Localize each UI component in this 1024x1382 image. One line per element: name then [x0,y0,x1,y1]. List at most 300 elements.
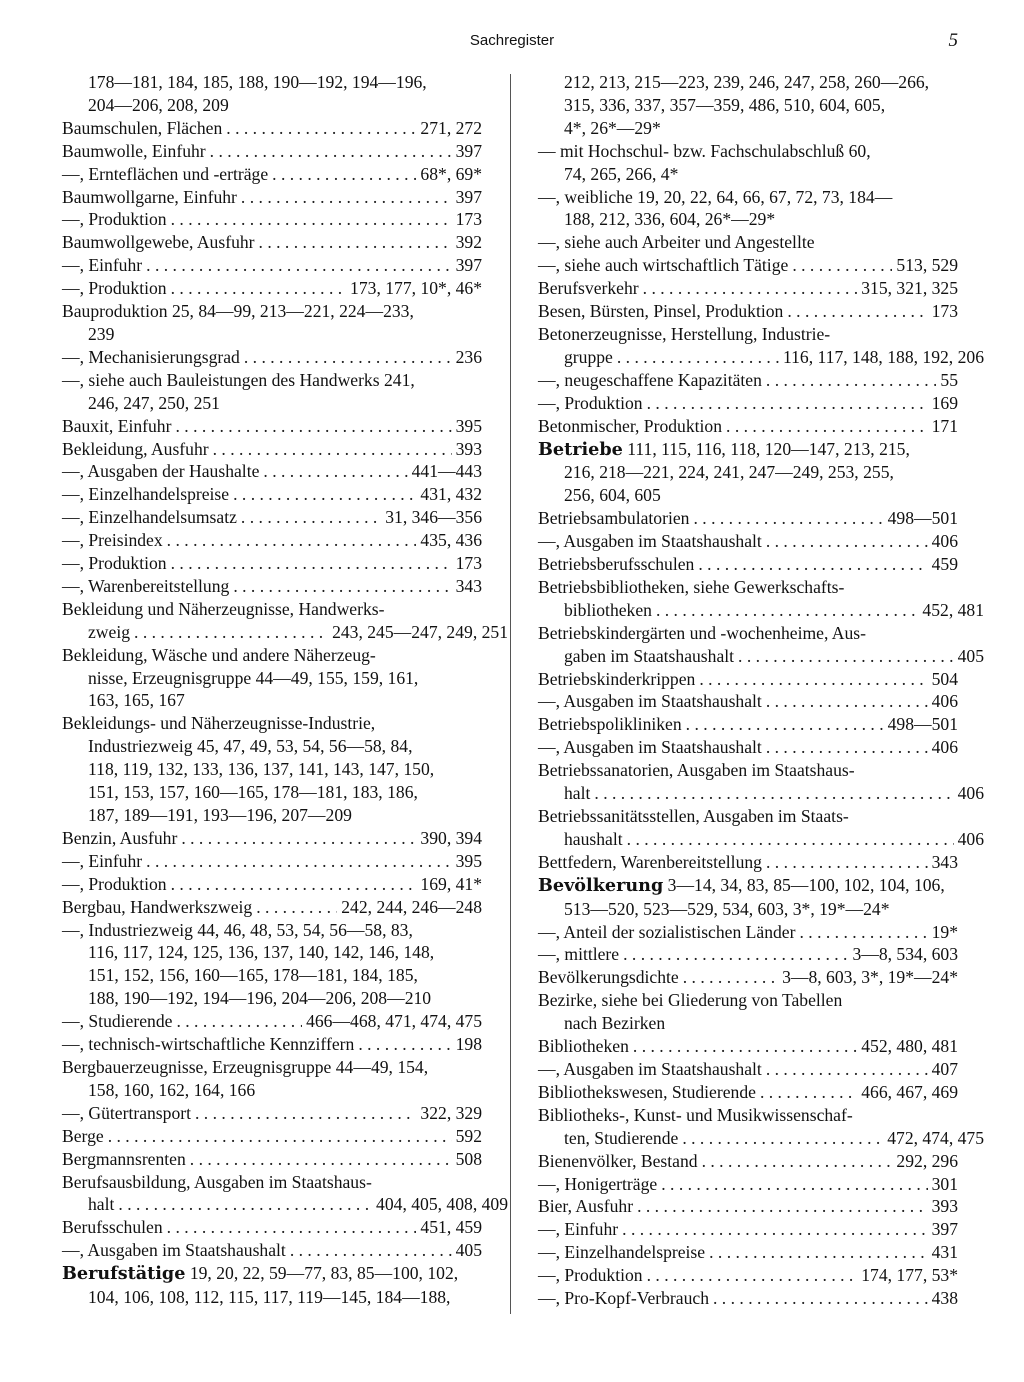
entry-term: —, Produktion [538,1265,643,1286]
leader-dots [633,1035,857,1058]
index-entry [62,1262,482,1286]
page-refs: 466, 467, 469 [861,1081,958,1102]
index-entry: Bibliotheks-, Kunst- und Musikwissenschaf- [538,1104,853,1125]
entry-term: gaben im Staatshaushalt [564,645,735,666]
leader-dots [760,1081,857,1104]
index-entry [538,828,984,851]
page-refs: 406 [957,783,984,804]
index-entry: —, siehe auch Bauleistungen des Handwerks 241, [62,369,415,390]
entry-term: Bergmannsrenten [62,1148,186,1169]
index-entry [62,552,482,575]
index-entry [538,736,958,759]
index-entry: — mit Hochschul- bzw. Fachschulabschluß 60, [538,140,871,161]
page-refs: 198 [455,1034,482,1055]
page-number: 5 [948,30,958,51]
entry-term: —, Einfuhr [62,850,143,871]
leader-dots [627,828,954,851]
index-entry: Berufsausbildung, Ausgaben im Staatshaus- [62,1171,372,1192]
leader-dots [661,1173,927,1196]
leader-dots [171,552,452,575]
page-refs: 395 [455,850,482,871]
index-entry: Betriebskindergärten und -wochenheime, Aus- [538,622,867,643]
page-refs: 116, 117, 148, 188, 192, 206 [782,346,984,367]
page-refs: 171 [931,415,958,436]
page-refs: 19* [931,921,958,942]
entry-term: gruppe [564,346,613,367]
page-refs: 169 [931,392,958,413]
index-entry [538,851,958,874]
entry-term: Baumwollgewebe, Ausfuhr [62,232,255,253]
entry-term: Bettfedern, Warenbereitstellung [538,851,762,872]
entry-term: —, neugeschaffene Kapazitäten [538,369,762,390]
page-refs: 406 [931,691,958,712]
page-refs: 407 [931,1058,958,1079]
index-entry [538,1287,958,1310]
page-refs: 397 [931,1219,958,1240]
entry-term: Betriebspolikliniken [538,714,682,735]
entry-term: —, Ausgaben im Staatshaushalt [538,1058,762,1079]
leader-dots [699,668,927,691]
leader-dots [146,254,451,277]
leader-dots [256,896,337,919]
entry-term: —, Ausgaben im Staatshaushalt [538,737,762,758]
leader-dots [698,553,927,576]
leader-dots [766,851,928,874]
entry-term: Bibliothekswesen, Studierende [538,1081,756,1102]
page-refs: 438 [931,1288,958,1309]
index-entry [62,529,482,552]
entry-term: Betriebsberufsschulen [538,554,695,575]
entry-continuation: 216, 218—221, 224, 241, 247—249, 253, 255, [564,462,894,483]
page-refs: 393 [455,438,482,459]
index-entry [62,163,482,186]
page-refs: 504 [931,668,958,689]
entry-term: Bauxit, Einfuhr [62,415,172,436]
entry-term: —, Einfuhr [538,1219,619,1240]
page-refs: 343 [455,575,482,596]
entry-term: —, Produktion [62,209,167,230]
entry-continuation: nach Bezirken [564,1013,666,1034]
page-refs: 498—501 [887,714,958,735]
leader-dots [617,346,779,369]
index-entry [62,1125,482,1148]
entry-term: Betriebsambulatorien [538,508,690,529]
page-refs: 441—443 [411,461,482,482]
index-entry [62,1216,482,1239]
entry-term: —, Produktion [62,553,167,574]
index-entry [538,782,984,805]
page-refs: 466—468, 471, 474, 475 [306,1011,482,1032]
entry-continuation: 239 [88,323,115,344]
entry-continuation: 513—520, 523—529, 534, 603, 3*, 19*—24* [564,898,890,919]
leader-dots [358,1033,451,1056]
leader-dots [766,530,928,553]
entry-term: halt [88,1194,115,1215]
leader-dots [709,1241,928,1264]
entry-term: —, Pro-Kopf-Verbrauch [538,1288,709,1309]
leader-dots [134,621,328,644]
index-entry [62,346,482,369]
leader-dots [726,415,928,438]
index-entry [538,921,958,944]
page-refs: 3—14, 34, 83, 85—100, 102, 104, 106, [663,874,945,895]
page-refs: 315, 321, 325 [861,278,958,299]
page-refs: 173, 177, 10*, 46* [350,278,482,299]
leader-dots [118,1193,372,1216]
index-entry [62,208,482,231]
page-refs: 19, 20, 22, 59—77, 83, 85—100, 102, [185,1263,459,1284]
entry-term: —, Anteil der sozialistischen Länder [538,921,796,942]
entry-continuation: 204—206, 208, 209 [88,94,229,115]
leader-dots [146,850,451,873]
entry-continuation: 116, 117, 124, 125, 136, 137, 140, 142, 146, 148, [88,942,435,963]
index-entry [538,300,958,323]
entry-term: Berufsverkehr [538,278,639,299]
index-entry [62,140,482,163]
leader-dots [766,690,928,713]
page-header [0,32,1024,56]
entry-term: zweig [88,621,131,642]
leader-dots [693,507,883,530]
entry-term: —, Mechanisierungsgrad [62,346,240,367]
index-entry [538,254,958,277]
page-refs: 405 [455,1240,482,1261]
page-refs: 498—501 [887,508,958,529]
index-entry: Betriebssanatorien, Ausgaben im Staatshaus- [538,760,855,781]
index-entry [538,1058,958,1081]
index-entry: Bauproduktion 25, 84—99, 213—221, 224—233, [62,301,414,322]
entry-continuation: 315, 336, 337, 357—359, 486, 510, 604, 605, [564,94,886,115]
entry-term: —, Einzelhandelspreise [62,484,230,505]
entry-continuation: Industriezweig 45, 47, 49, 53, 54, 56—58, 84, [88,736,413,757]
index-entry: Bekleidung, Wäsche und andere Näherzeug- [62,644,376,665]
page-refs: 405 [957,645,984,666]
leader-dots [787,300,927,323]
entry-continuation: 212, 213, 215—223, 239, 246, 247, 258, 260—266, [564,72,930,92]
index-entry [538,530,958,553]
leader-dots [683,966,778,989]
entry-term-bold: Berufstätige [62,1263,186,1285]
page-refs: 397 [455,255,482,276]
page-refs: 459 [931,554,958,575]
index-column-left [62,71,508,1309]
index-entry: Bergbauerzeugnisse, Erzeugnisgruppe 44—49, 154, [62,1056,429,1077]
index-entry [62,460,482,483]
index-entry [62,827,482,850]
index-entry [62,415,482,438]
page-refs: 452, 481 [922,599,984,620]
leader-dots [190,1148,452,1171]
page-refs: 397 [455,186,482,207]
leader-dots [241,186,452,209]
page-refs: 393 [931,1196,958,1217]
index-entry [538,438,958,462]
entry-term: —, Honigerträge [538,1173,658,1194]
index-entry [538,415,958,438]
entry-term: —, Preisindex [62,530,163,551]
index-entry [62,483,482,506]
leader-dots [167,529,417,552]
entry-term: —, Ausgaben im Staatshaushalt [62,1240,286,1261]
entry-term: Betriebskinderkrippen [538,668,696,689]
leader-dots [233,575,451,598]
leader-dots [656,599,918,622]
page-refs: 452, 480, 481 [861,1036,958,1057]
running-head: Sachregister [469,32,555,49]
entry-term: —, Produktion [62,278,167,299]
index-entry [62,117,482,140]
entry-term: Bienenvölker, Bestand [538,1150,698,1171]
page-refs: 431, 432 [420,484,482,505]
leader-dots [181,827,416,850]
page-refs: 322, 329 [420,1102,482,1123]
page-refs: 406 [957,828,984,849]
index-entry [538,1195,958,1218]
column-divider [510,74,511,1314]
index-entry [62,1010,482,1033]
entry-continuation: nisse, Erzeugnisgruppe 44—49, 155, 159, 161, [88,667,419,688]
page-refs: 3—8, 534, 603 [852,944,958,965]
entry-continuation: 246, 247, 250, 251 [88,392,220,413]
index-entry [538,599,984,622]
index-entry [538,1173,958,1196]
page-refs: 111, 115, 116, 118, 120—147, 213, 215, [622,438,910,459]
index-entry: —, Industriezweig 44, 46, 48, 53, 54, 56—58, 83, [62,919,413,940]
page-refs: 592 [455,1125,482,1146]
entry-continuation: 151, 152, 156, 160—165, 178—181, 184, 185, [88,965,418,986]
index-entry: —, weibliche 19, 20, 22, 64, 66, 67, 72, 73, 184— [538,186,893,207]
index-entry: Bezirke, siehe bei Gliederung von Tabellen [538,990,843,1011]
page-refs: 271, 272 [420,117,482,138]
index-entry [62,506,482,529]
entry-term: —, Warenbereitstellung [62,575,230,596]
entry-term: —, Gütertransport [62,1102,191,1123]
entry-term: —, Ausgaben im Staatshaushalt [538,691,762,712]
index-entry [62,850,482,873]
entry-term: ten, Studierende [564,1127,679,1148]
index-entry: Bekleidung und Näherzeugnisse, Handwerks- [62,598,385,619]
index-entry [538,1035,958,1058]
index-entry [538,369,958,392]
page-refs: 508 [455,1148,482,1169]
index-entry [538,1150,958,1173]
page-refs: 406 [931,531,958,552]
index-entry [538,1264,958,1287]
index-entry [538,645,984,668]
index-entry [62,277,482,300]
leader-dots [686,713,884,736]
page-refs: 472, 474, 475 [887,1127,984,1148]
entry-term: halt [564,783,591,804]
page-refs: 31, 346—356 [385,507,482,528]
index-entry [538,1127,984,1150]
entry-term: Bergbau, Handwerkszweig [62,896,253,917]
entry-continuation: 118, 119, 132, 133, 136, 137, 141, 143, 147, 150, [88,759,435,780]
entry-term: —, Ausgaben der Haushalte [62,461,260,482]
leader-dots [766,369,937,392]
page-refs: 406 [931,737,958,758]
page-refs: 173 [931,301,958,322]
entry-term-bold: Bevölkerung [538,874,664,896]
leader-dots [682,1127,883,1150]
leader-dots [241,506,381,529]
entry-term: —, siehe auch wirtschaftlich Tätige [538,255,789,276]
entry-term: Berge [62,1125,104,1146]
leader-dots [175,415,451,438]
leader-dots [176,1010,302,1033]
page-refs: 55 [940,369,958,390]
index-entry [538,943,958,966]
leader-dots [799,921,927,944]
leader-dots [108,1125,452,1148]
entry-term: Berufsschulen [62,1217,163,1238]
index-entry: —, siehe auch Arbeiter und Angestellte [538,232,815,253]
page-refs: 243, 245—247, 249, 251 [332,621,508,642]
index-entry [538,507,958,530]
leader-dots [272,163,416,186]
page-refs: 169, 41* [420,873,482,894]
entry-term: Bibliotheken [538,1036,629,1057]
entry-continuation: 256, 604, 605 [564,485,661,506]
page-refs: 390, 394 [420,827,482,848]
leader-dots [210,140,452,163]
index-entry [538,713,958,736]
entry-term: Baumwolle, Einfuhr [62,140,206,161]
index-entry [62,621,508,644]
index-entry: Betonerzeugnisse, Herstellung, Industrie- [538,323,831,344]
index-entry [62,1033,482,1056]
entry-continuation: 188, 212, 336, 604, 26*—29* [564,209,776,230]
index-entry [62,1102,482,1125]
entry-term: Baumschulen, Flächen [62,117,223,138]
page-refs: 513, 529 [896,255,958,276]
entry-continuation: 187, 189—191, 193—196, 207—209 [88,805,352,825]
leader-dots [290,1239,452,1262]
index-entry [62,575,482,598]
index-entry [538,277,958,300]
entry-term: bibliotheken [564,599,652,620]
index-entry: Betriebssanitätsstellen, Ausgaben im Staats- [538,806,849,826]
leader-dots [792,254,892,277]
page-refs: 292, 296 [896,1150,958,1171]
entry-term: Baumwollgarne, Einfuhr [62,186,237,207]
page-refs: 3—8, 603, 3*, 19*—24* [782,967,958,988]
entry-continuation: 163, 165, 167 [88,690,185,711]
leader-dots [195,1102,416,1125]
index-entry [538,668,958,691]
entry-term: Betonmischer, Produktion [538,415,723,436]
index-entry [538,1081,958,1104]
entry-continuation: 178—181, 184, 185, 188, 190—192, 194—196, [88,72,427,92]
leader-dots [233,483,416,506]
leader-dots [738,645,954,668]
leader-dots [702,1150,893,1173]
entry-continuation: 151, 153, 157, 160—165, 178—181, 183, 186, [88,782,418,803]
index-entry [538,1241,958,1264]
entry-term: —, Einfuhr [62,255,143,276]
index-entry [62,254,482,277]
entry-continuation: 104, 106, 108, 112, 115, 117, 119—145, 184—188, [88,1287,451,1308]
leader-dots [171,277,346,300]
entry-term: —, technisch-wirtschaftliche Kennziffern [62,1034,355,1055]
index-entry: Bekleidungs- und Näherzeugnisse-Industrie, [62,713,376,734]
entry-term: —, Studierende [62,1011,173,1032]
page-refs: 343 [931,851,958,872]
index-entry [62,1193,508,1216]
leader-dots [623,943,848,966]
index-entry [538,690,958,713]
page-refs: 301 [931,1173,958,1194]
leader-dots [171,873,417,896]
leader-dots [766,1058,928,1081]
entry-continuation: 74, 265, 266, 4* [564,163,679,184]
page-refs: 404, 405, 408, 409 [376,1194,508,1215]
entry-term: Bevölkerungsdichte [538,967,679,988]
leader-dots [594,782,953,805]
entry-term: Besen, Bürsten, Pinsel, Produktion [538,301,784,322]
page-refs: 451, 459 [420,1217,482,1238]
leader-dots [171,208,452,231]
entry-continuation: 188, 190—192, 194—196, 204—206, 208—210 [88,988,432,1009]
index-entry [538,1218,958,1241]
index-entry [538,553,958,576]
page-refs: 435, 436 [420,530,482,551]
entry-term: —, Ernteflächen und -erträge [62,163,269,184]
entry-term: —, Einzelhandelspreise [538,1242,706,1263]
page-refs: 174, 177, 53* [861,1265,958,1286]
leader-dots [263,460,407,483]
page-refs: 392 [455,232,482,253]
index-entry [62,1148,482,1171]
leader-dots [637,1195,928,1218]
leader-dots [213,438,452,461]
index-entry: Betriebsbibliotheken, siehe Gewerkschafts- [538,576,845,597]
entry-term: Bekleidung, Ausfuhr [62,438,209,459]
page-refs: 173 [455,553,482,574]
leader-dots [167,1216,417,1239]
entry-term: —, Produktion [62,873,167,894]
leader-dots [259,231,452,254]
index-entry [62,873,482,896]
entry-term-bold: Betriebe [538,438,623,460]
index-entry [62,231,482,254]
entry-term: Bier, Ausfuhr [538,1196,634,1217]
leader-dots [643,277,858,300]
index-entry [62,1239,482,1262]
leader-dots [244,346,452,369]
entry-term: haushalt [564,828,623,849]
page-refs: 431 [931,1242,958,1263]
entry-term: —, Ausgaben im Staatshaushalt [538,531,762,552]
leader-dots [622,1218,927,1241]
entry-continuation: 158, 160, 162, 164, 166 [88,1079,256,1100]
leader-dots [713,1287,928,1310]
entry-continuation: 4*, 26*—29* [564,117,661,138]
entry-term: —, mittlere [538,944,620,965]
index-entry [62,438,482,461]
index-entry [538,966,958,989]
leader-dots [226,117,416,140]
page-refs: 236 [455,346,482,367]
page-refs: 173 [455,209,482,230]
entry-term: —, Einzelhandelsumsatz [62,507,237,528]
leader-dots [647,392,928,415]
index-entry [538,874,958,898]
index-entry [538,346,984,369]
page-refs: 395 [455,415,482,436]
page-refs: 397 [455,140,482,161]
index-entry [538,392,958,415]
